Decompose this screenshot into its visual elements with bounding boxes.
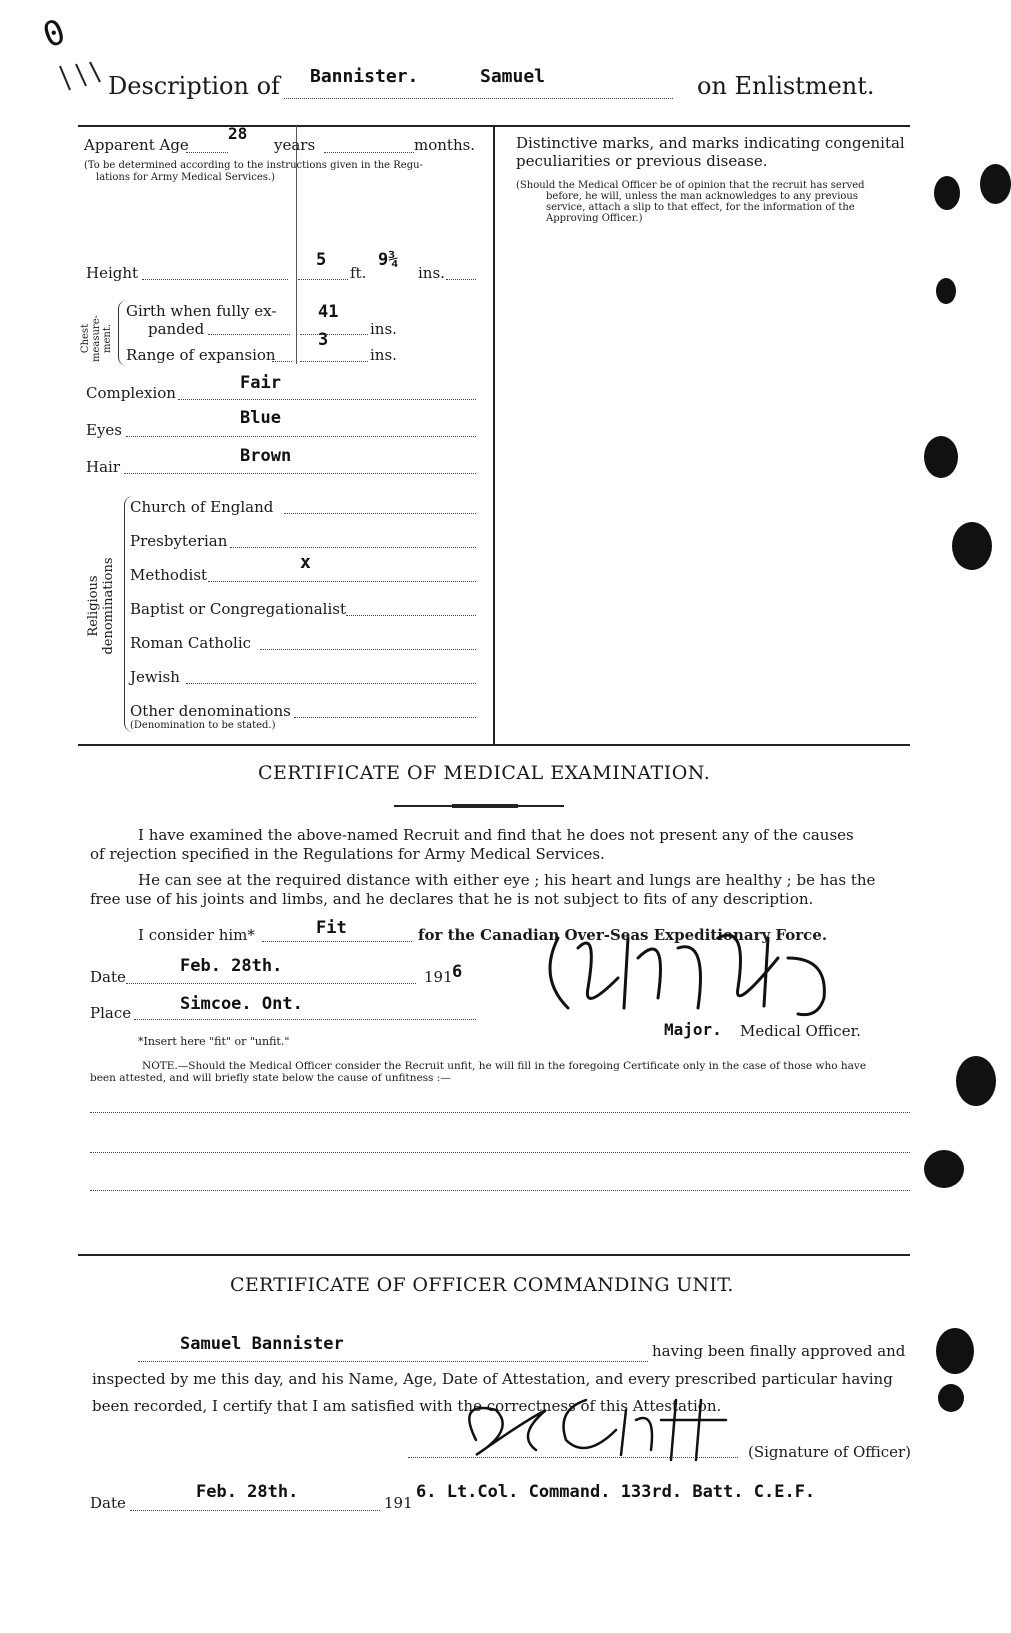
eyes-value: Blue [240,408,281,428]
note-line-1: NOTE.—Should the Medical Officer consider the Recruit unfit, he will fill in the foregoing Certificate only in the case of those who have [142,1060,867,1072]
range-label: Range of expansion [126,346,276,364]
place-label: Place [90,1004,132,1022]
marks-note-1: (Should the Medical Officer be of opinion that the recruit has served [516,180,865,191]
punch-hole [934,176,960,210]
religion-baptist: Baptist or Congregationalist [130,600,346,618]
girth-label-2: panded [148,320,205,338]
officer-title: Medical Officer. [740,1022,861,1040]
commanding-line-2: inspected by me this day, and his Name, Age, Date of Attestation, and every prescribed particular having [92,1370,893,1388]
religion-presbyterian: Presbyterian [130,532,228,550]
header-prefix: Description of [108,72,280,100]
punch-hole [938,1384,964,1412]
height-label: Height [86,264,139,282]
commanding-year-prefix: 191 [384,1494,413,1512]
denomination-note: (Denomination to be stated.) [130,720,276,731]
months-label: months. [414,136,476,154]
medical-paragraph-1a: I have examined the above-named Recruit and find that he does not present any of the causes [138,826,854,844]
corner-mark: 0 [37,11,71,57]
commanding-officer-details: 6. Lt.Col. Command. 133rd. Batt. C.E.F. [416,1482,816,1502]
chest-vertical-label: Chest measure- ment. [80,314,113,362]
complexion-value: Fair [240,373,281,393]
religion-mark: x [300,552,311,573]
religion-jewish: Jewish [130,668,180,686]
punch-hole [936,1328,974,1374]
medical-year-digit: 6 [452,962,463,982]
ins-label: ins. [418,264,445,282]
medical-year-prefix: 191 [424,968,453,986]
religion-other: Other denominations [130,702,291,720]
signature-label: (Signature of Officer) [748,1443,912,1461]
range-ins-label: ins. [370,346,397,364]
marks-title-1: Distinctive marks, and marks indicating congenital [516,134,905,152]
religion-methodist: Methodist [130,566,208,584]
religion-roman-catholic: Roman Catholic [130,634,252,652]
punch-hole [924,436,958,478]
marks-note-4: Approving Officer.) [546,213,643,224]
hair-value: Brown [240,446,292,466]
marks-note-2: before, he will, unless the man acknowledges to any previous [546,191,858,202]
medical-paragraph-2b: free use of his joints and limbs, and he declares that he is not subject to fits of any description. [90,890,814,908]
force-text: for the Canadian Over-Seas Expeditionary Force. [418,926,828,944]
age-label: Apparent Age [84,136,189,154]
officer-rank: Major. [664,1020,722,1039]
girth-ins-label: ins. [370,320,397,338]
medical-date-label: Date [90,968,126,986]
header-surname: Bannister. [310,66,419,87]
punch-hole [980,164,1011,204]
religion-vertical-label: Religious denominations [86,557,116,655]
eyes-label: Eyes [86,421,122,439]
commanding-date-label: Date [90,1494,126,1512]
header-given-name: Samuel [480,66,546,87]
religion-church-of-england: Church of England [130,498,274,516]
range-value: 3 [318,330,329,350]
punch-hole [952,522,992,570]
medical-paragraph-2a: He can see at the required distance with either eye ; his heart and lungs are healthy ; be has the [138,871,876,889]
consider-value: Fit [316,918,347,938]
place-value: Simcoe. Ont. [180,994,303,1014]
marks-note-3: service, attach a slip to that effect, for the information of the [546,202,855,213]
commanding-line-1-tail: having been finally approved and [652,1342,906,1360]
insert-note: *Insert here "fit" or "unfit." [138,1035,290,1048]
medical-paragraph-1b: of rejection specified in the Regulations for Army Medical Services. [90,845,605,863]
medical-officer-signature [528,918,848,1028]
punch-hole [924,1150,964,1188]
header-suffix: on Enlistment. [697,72,875,100]
height-ins-value: 9¾ [378,250,399,270]
hair-label: Hair [86,458,120,476]
complexion-label: Complexion [86,384,176,402]
age-value: 28 [228,124,248,143]
years-label: years [274,136,316,154]
consider-label: I consider him* [138,926,255,944]
commanding-line-3: been recorded, I certify that I am satisfied with the correctness of this Attestation. [92,1397,722,1415]
girth-label-1: Girth when fully ex- [126,302,277,320]
punch-hole [956,1056,996,1106]
recruit-name: Samuel Bannister [180,1334,344,1354]
ft-label: ft. [350,264,367,282]
commanding-title: CERTIFICATE OF OFFICER COMMANDING UNIT. [230,1274,734,1296]
height-ft-value: 5 [316,250,327,270]
punch-hole [936,278,956,304]
girth-value: 41 [318,302,339,322]
marks-title-2: peculiarities or previous disease. [516,152,768,170]
note-line-2: been attested, and will briefly state below the cause of unfitness :— [90,1072,451,1084]
corner-scratch-icon [56,58,106,98]
commanding-date-value: Feb. 28th. [196,1482,299,1502]
medical-date-value: Feb. 28th. [180,956,283,976]
age-note-2: lations for Army Medical Services.) [96,172,275,183]
medical-title: CERTIFICATE OF MEDICAL EXAMINATION. [258,762,711,784]
age-note-1: (To be determined according to the instructions given in the Regu- [84,160,423,171]
